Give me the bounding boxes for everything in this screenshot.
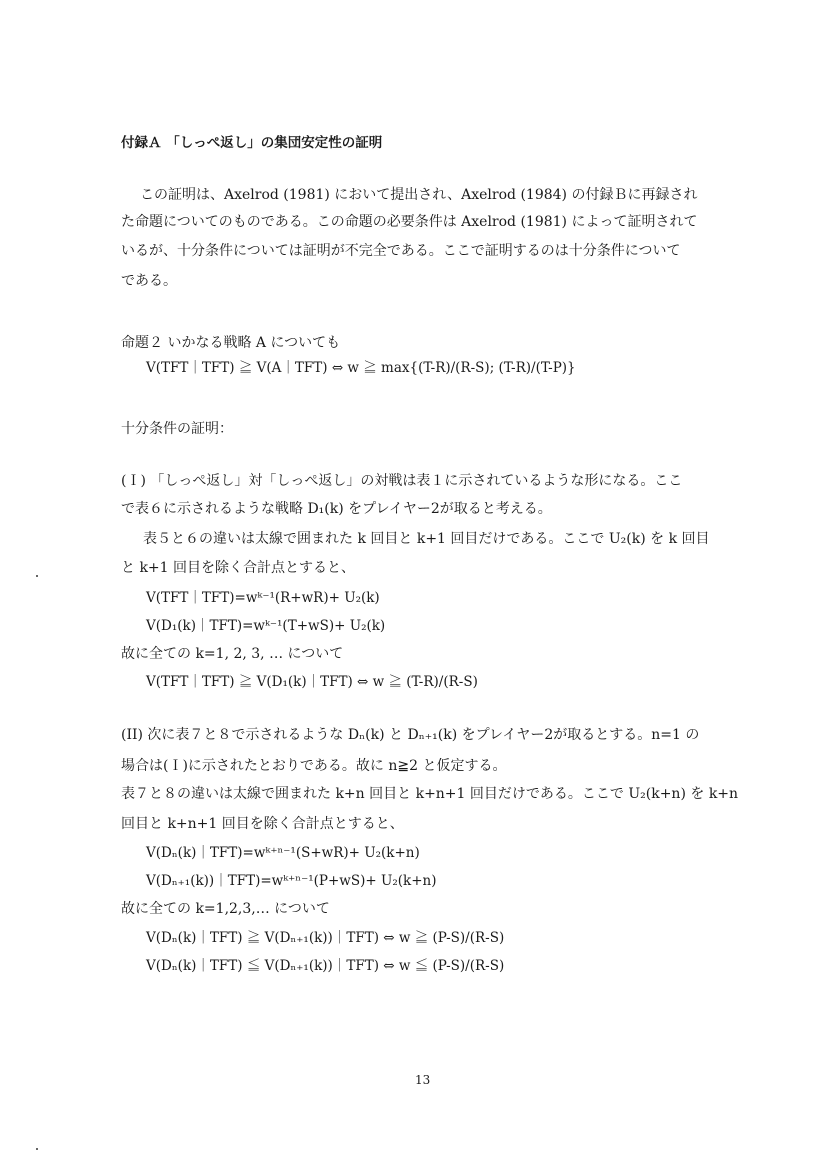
intro-line-3: いるが、十分条件については証明が不完全である。ここで証明するのは十分条件について <box>121 243 681 259</box>
appendix-heading: 付録Ａ 「しっぺ返し」の集団安定性の証明 <box>121 135 383 151</box>
part1-line-2: で表６に示されるような戦略 D₁(k) をプレイヤー2が取ると考える。 <box>121 501 552 517</box>
part1-line-4: と k+1 回目を除く合計点とすると、 <box>121 560 356 576</box>
part2-line-2: 場合は(Ｉ)に示されたとおりである。故に n≧2 と仮定する。 <box>121 758 507 774</box>
proposition-formula: V(TFT｜TFT) ≧ V(A｜TFT) ⇔ w ≧ max{(T-R)/(R-S); (T-R)/(T-P)} <box>146 360 576 376</box>
part2-equation-4: V(Dₙ(k)｜TFT) ≦ V(Dₙ₊₁(k))｜TFT) ⇔ w ≦ (P-S)/(R-S) <box>146 958 505 974</box>
part1-therefore: 故に全ての k=1, 2, 3, … について <box>121 646 344 662</box>
part2-line-3: 表７と８の違いは太線で囲まれた k+n 回目と k+n+1 回目だけである。ここで U₂(k+n) を k+n <box>121 786 739 802</box>
part2-therefore: 故に全ての k=1,2,3,… について <box>121 901 330 917</box>
intro-line-4: である。 <box>121 273 177 289</box>
part1-line-1: (Ｉ) 「しっぺ返し」対「しっぺ返し」の対戦は表１に示されているような形になる。ここ <box>121 473 683 489</box>
part2-line-1: (II) 次に表７と８で示されるような Dₙ(k) と Dₙ₊₁(k) をプレイヤー2が取るとする。n=1 の <box>121 727 700 743</box>
intro-line-2: た命題についてのものである。この命題の必要条件は Axelrod (1981) によって証明されて <box>121 214 698 230</box>
scan-speck <box>36 575 38 577</box>
part2-equation-1: V(Dₙ(k)｜TFT)=wᵏ⁺ⁿ⁻¹(S+wR)+ U₂(k+n) <box>146 845 420 861</box>
scan-speck <box>36 1148 38 1150</box>
intro-line-1: この証明は、Axelrod (1981) において提出され、Axelrod (1984) の付録Ｂに再録され <box>140 187 698 203</box>
part1-equation-2: V(D₁(k)｜TFT)=wᵏ⁻¹(T+wS)+ U₂(k) <box>146 618 386 634</box>
part2-line-4: 回目と k+n+1 回目を除く合計点とすると、 <box>121 816 404 832</box>
part1-line-3: 表５と６の違いは太線で囲まれた k 回目と k+1 回目だけである。ここで U₂(k) を k 回目 <box>143 531 710 547</box>
part1-equation-1: V(TFT｜TFT)=wᵏ⁻¹(R+wR)+ U₂(k) <box>146 590 380 606</box>
sufficient-condition-heading: 十分条件の証明： <box>121 421 233 437</box>
part1-equation-3: V(TFT｜TFT) ≧ V(D₁(k)｜TFT) ⇔ w ≧ (T-R)/(R-S) <box>146 674 478 690</box>
proposition-label: 命題２ いかなる戦略 A についても <box>121 335 341 351</box>
page-number: 13 <box>415 1073 431 1087</box>
part2-equation-2: V(Dₙ₊₁(k))｜TFT)=wᵏ⁺ⁿ⁻¹(P+wS)+ U₂(k+n) <box>146 873 437 889</box>
part2-equation-3: V(Dₙ(k)｜TFT) ≧ V(Dₙ₊₁(k))｜TFT) ⇔ w ≧ (P-S)/(R-S) <box>146 930 505 946</box>
